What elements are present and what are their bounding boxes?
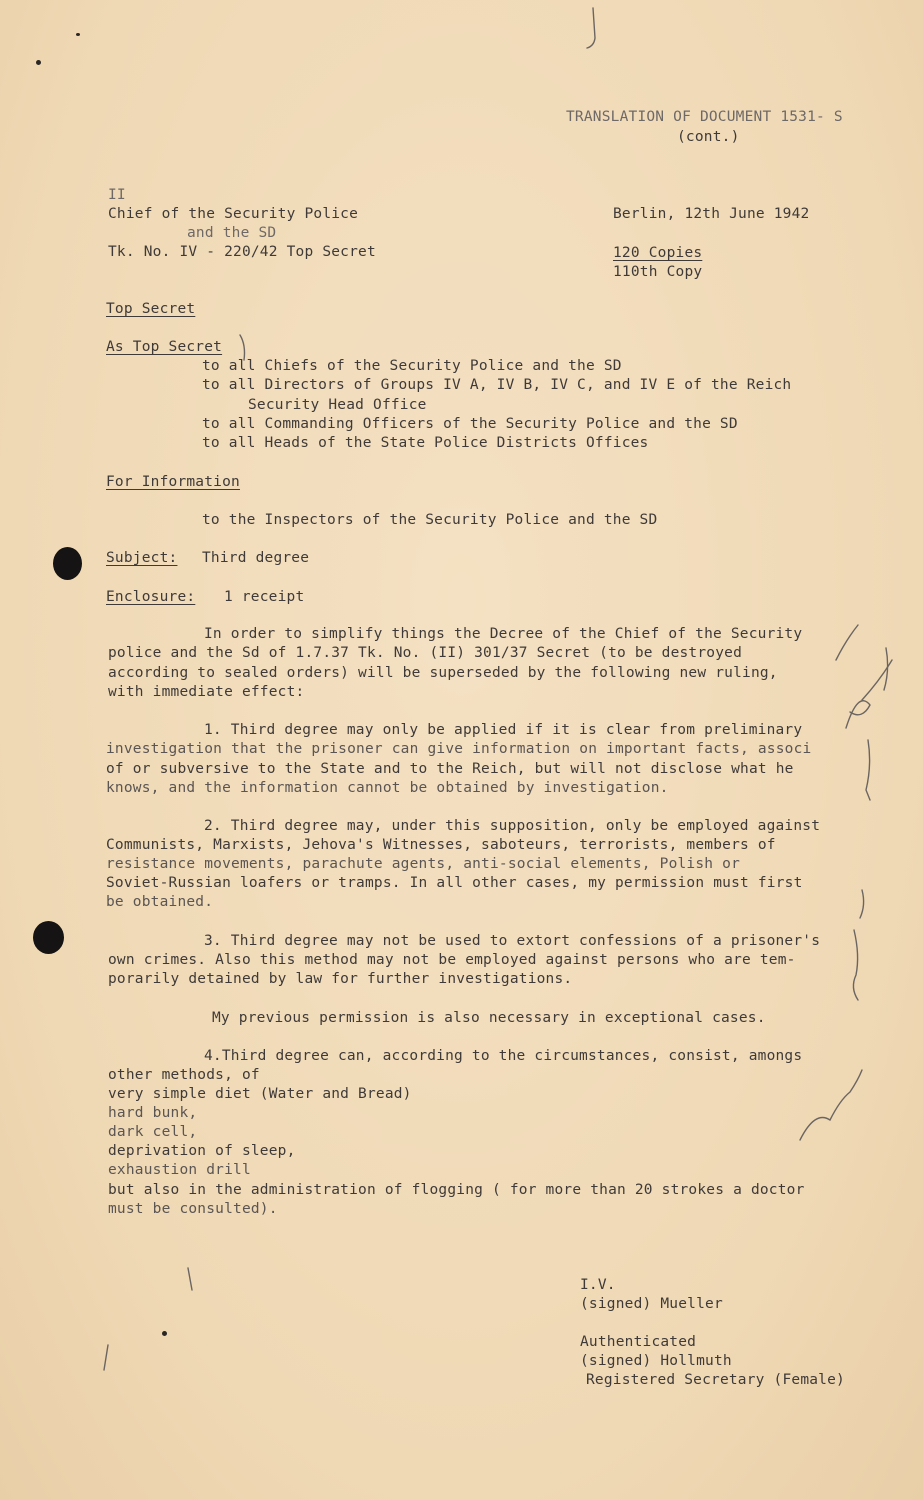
point-2-line: 2. Third degree may, under this supposition, only be employed against bbox=[204, 818, 821, 834]
copy-number: 110th Copy bbox=[613, 264, 703, 280]
point-2-line: Communists, Marxists, Jehova's Witnesses, saboteurs, terrorists, members of bbox=[106, 837, 776, 853]
sender-roman: II bbox=[108, 187, 126, 203]
recipient-line: Security Head Office bbox=[248, 397, 427, 413]
ink-speck bbox=[36, 60, 41, 65]
recipient-line: to all Chiefs of the Security Police and the SD bbox=[202, 358, 622, 374]
recipient-line: to all Heads of the State Police Districts Offices bbox=[202, 435, 649, 451]
point-4-line: dark cell, bbox=[108, 1124, 198, 1140]
point-4-line: other methods, of bbox=[108, 1067, 260, 1083]
punch-hole-top bbox=[53, 547, 82, 580]
intro-line: In order to simplify things the Decree of the Chief of the Security bbox=[204, 626, 803, 642]
point-4-line: 4.Third degree can, according to the circumstances, consist, amongs bbox=[204, 1048, 803, 1064]
point-3-line: own crimes. Also this method may not be employed against persons who are tem- bbox=[108, 952, 796, 968]
point-2-line: Soviet-Russian loafers or tramps. In all other cases, my permission must first bbox=[106, 875, 803, 891]
ink-speck bbox=[162, 1331, 167, 1336]
point-3-line: porarily detained by law for further investigations. bbox=[108, 971, 573, 987]
enclosure-value: 1 receipt bbox=[224, 589, 305, 605]
point-1-line: investigation that the prisoner can give information on important facts, associ bbox=[106, 741, 812, 757]
for-information-line: to the Inspectors of the Security Police and the SD bbox=[202, 512, 658, 528]
intro-line: according to sealed orders) will be superseded by the following new ruling, bbox=[108, 665, 778, 681]
point-2-line: resistance movements, parachute agents, anti-social elements, Polish or bbox=[106, 856, 741, 872]
subject-value: Third degree bbox=[202, 550, 310, 566]
ink-speck bbox=[76, 33, 80, 36]
point-3-line: 3. Third degree may not be used to extort confessions of a prisoner's bbox=[204, 933, 821, 949]
point-1-line: 1. Third degree may only be applied if it is clear from preliminary bbox=[204, 722, 803, 738]
sender-line-1: Chief of the Security Police bbox=[108, 206, 359, 222]
enclosure-label: Enclosure: bbox=[106, 589, 196, 605]
point-4-line: but also in the administration of flogging ( for more than 20 strokes a doctor bbox=[108, 1182, 805, 1198]
point-4-line: very simple diet (Water and Bread) bbox=[108, 1086, 412, 1102]
subject-label: Subject: bbox=[106, 550, 178, 566]
sender-line-2: and the SD bbox=[187, 225, 277, 241]
point-1-line: knows, and the information cannot be obtained by investigation. bbox=[106, 780, 669, 796]
translation-header: TRANSLATION OF DOCUMENT 1531- S bbox=[566, 109, 843, 125]
signature-title: Registered Secretary (Female) bbox=[586, 1372, 845, 1388]
point-2-line: be obtained. bbox=[106, 894, 214, 910]
sender-line-3: Tk. No. IV - 220/42 Top Secret bbox=[108, 244, 376, 260]
point-4-line: deprivation of sleep, bbox=[108, 1143, 296, 1159]
permission-line: My previous permission is also necessary in exceptional cases. bbox=[212, 1010, 766, 1026]
recipient-line: to all Directors of Groups IV A, IV B, IV C, and IV E of the Reich bbox=[202, 377, 792, 393]
recipient-line: to all Commanding Officers of the Security Police and the SD bbox=[202, 416, 738, 432]
for-information-heading: For Information bbox=[106, 474, 240, 490]
point-4-line: hard bunk, bbox=[108, 1105, 198, 1121]
point-1-line: of or subversive to the State and to the Reich, but will not disclose what he bbox=[106, 761, 794, 777]
intro-line: police and the Sd of 1.7.37 Tk. No. (II) 301/37 Secret (to be destroyed bbox=[108, 645, 743, 661]
copies-count: 120 Copies bbox=[613, 245, 703, 261]
signature-signed: (signed) Mueller bbox=[580, 1296, 723, 1312]
continued-label: (cont.) bbox=[677, 129, 740, 145]
signature-signed-2: (signed) Hollmuth bbox=[580, 1353, 732, 1369]
signature-authenticated: Authenticated bbox=[580, 1334, 697, 1350]
top-secret-heading: Top Secret bbox=[106, 301, 196, 317]
signature-iv: I.V. bbox=[580, 1277, 616, 1293]
point-4-line: exhaustion drill bbox=[108, 1162, 251, 1178]
place-date: Berlin, 12th June 1942 bbox=[613, 206, 810, 222]
as-top-secret-heading: As Top Secret bbox=[106, 339, 223, 355]
punch-hole-bottom bbox=[33, 921, 64, 954]
intro-line: with immediate effect: bbox=[108, 684, 305, 700]
point-4-line: must be consulted). bbox=[108, 1201, 278, 1217]
